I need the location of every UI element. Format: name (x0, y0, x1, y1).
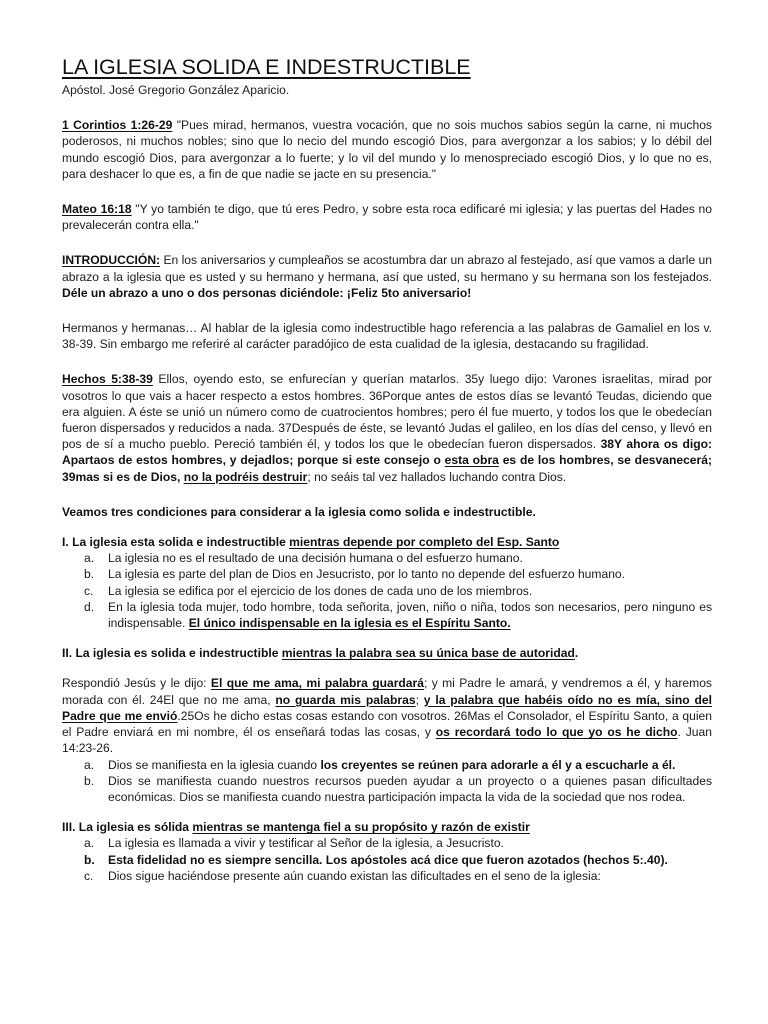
document-content (62, 54, 712, 884)
intro-paragraph (62, 252, 712, 301)
hermanos-paragraph: Hermanos y hermanas… Al hablar de la iglesia como indestructible hago referencia a las palabras de Gamaliel en los v. 38-39. Sin embargo me referiré al carácter paradójico de esta cualidad de la iglesia, destacando su fragilidad. (62, 321, 712, 352)
list-item: c. La iglesia se edifica por el ejercicio de los dones de cada uno de los miembros. (84, 583, 533, 598)
list-item: b. Dios se manifiesta cuando nuestros recursos pueden ayudar a un proyecto o a quienes pasan dificultades económicas. Dios se manifiesta cuando nuestra participación impacta la vida de la sociedad que nos rodea. (84, 773, 712, 804)
tres-condiciones: Veamos tres condiciones para considerar a la iglesia como solida e indestructible. (62, 504, 536, 519)
section-2-list (62, 757, 712, 806)
list-item: a. Dios se manifiesta en la iglesia cuando los creyentes se reúnen para adorarle a él y a escucharle a él. (84, 757, 676, 772)
mateo-text: "Y yo también te digo, que tú eres Pedro, y sobre esta roca edificaré mi iglesia; y las puertas del Hades no prevalecerán contra ella." (62, 202, 713, 233)
hechos-underline-1: esta obra (444, 453, 499, 468)
list-item: b. Esta fidelidad no es siempre sencilla. Los apóstoles acá dice que fueron azotados (hechos 5:.40). (84, 852, 668, 867)
corinthians-paragraph (62, 117, 712, 182)
hechos-bold-2: es de los hombres, se desvanecerá; 39mas si es de Dios, (62, 453, 712, 484)
hechos-reference: Hechos 5:38-39 (62, 372, 153, 387)
hechos-text-2: ; no seáis tal vez hallados luchando contra Dios. (307, 469, 567, 484)
author-line: Apóstol. José Gregorio González Aparicio. (62, 83, 290, 97)
hechos-text-1: Ellos, oyendo esto, se enfurecían y querían matarlos. 35y luego dijo: Varones israelitas, mirad por vosotros lo que vais a hacer respecto a estos hombres. 36Porque antes de estos días se levantó Teudas, diciendo que era alguien. A éste se unió un número como de cuatrocientos hombres; pero él fue muerto, y todos los que le obedecían fueron dispersados y reducidos a nada. 37Después de éste, se levantó Judas el galileo, en los días del censo, y llevó en pos de sí a mucho pueblo. Pereció también él, y todos los que le obedecían fueron dispersados. (62, 372, 713, 452)
section-2-heading: II. La iglesia es solida e indestructible mientras la palabra sea su única base de autoridad. (62, 646, 579, 661)
section-3-list (62, 835, 712, 884)
hechos-bold-1: 38Y ahora os digo: Apartaos de estos hombres, y dejadlos; porque si este consejo o (62, 437, 713, 468)
intro-text: En los aniversarios y cumpleaños se acostumbra dar un abrazo al festejado, así que vamos a darle un abrazo a la iglesia que es usted y su hermano y hermana, así que usted, su hermano y su hermana son los festejados. (62, 253, 713, 284)
hechos-underline-2: no la podréis destruir (183, 469, 308, 484)
mateo-paragraph (62, 201, 712, 233)
list-item: a. La iglesia es llamada a vivir y testificar al Señor de la iglesia, a Jesucristo. (84, 836, 504, 851)
list-item: d. En la iglesia toda mujer, todo hombre, toda señorita, joven, niño o niña, todos son necesarios, pero ninguno es indispensable. El único indispensable en la iglesia es el Espíritu Santo. (84, 599, 712, 631)
list-item: c. Dios sigue haciéndose presente aún cuando existan las dificultades en el seno de la iglesia: (84, 868, 601, 883)
corinthians-reference: 1 Corintios 1:26-29 (62, 118, 173, 133)
list-item: a. La iglesia no es el resultado de una decisión humana o del esfuerzo humano. (84, 551, 523, 566)
section-1-heading: I. La iglesia esta solida e indestructible mientras depende por completo del Esp. Santo (62, 535, 560, 550)
mateo-reference: Mateo 16:18 (62, 202, 132, 217)
list-item: b. La iglesia es parte del plan de Dios en Jesucristo, por lo tanto no depende del esfuerzo humano. (84, 567, 626, 582)
document-title: LA IGLESIA SOLIDA E INDESTRUCTIBLE (62, 55, 471, 79)
hechos-paragraph (62, 371, 712, 484)
section-1-list (62, 550, 712, 631)
section-3-heading: III. La iglesia es sólida mientras se mantenga fiel a su propósito y razón de existir (62, 820, 530, 835)
corinthians-text: "Pues mirad, hermanos, vuestra vocación, que no sois muchos sabios según la carne, ni muchos poderosos, ni muchos nobles; sino que lo necio del mundo escogió Dios, para avergonzar a los sabios; y lo débil del mundo escogió Dios, para avergonzar a lo fuerte; y lo vil del mundo y lo menospreciado escogió Dios, y lo que no es, para deshacer lo que es, a fin de que nadie se jacte en su presencia." (62, 118, 712, 181)
intro-bold: Déle un abrazo a uno o dos personas diciéndole: ¡Feliz 5to aniversario! (62, 285, 472, 300)
intro-label: INTRODUCCIÓN: (62, 253, 161, 268)
juan-quote-paragraph: Respondió Jesús y le dijo: El que me ama, mi palabra guardará; y mi Padre le amará, y vendremos a él, y haremos morada con él. 24El que no me ama, no guarda mis palabras; y la palabra que habéis oído no es mía, sino del Padre que me envió.25Os he dicho estas cosas estando con vosotros. 26Mas el Consolador, el Espíritu Santo, a quien el Padre enviará en mi nombre, él os enseñará todas las cosas, y os recordará todo lo que yo os he dicho. Juan 14:23-26. (62, 676, 712, 756)
